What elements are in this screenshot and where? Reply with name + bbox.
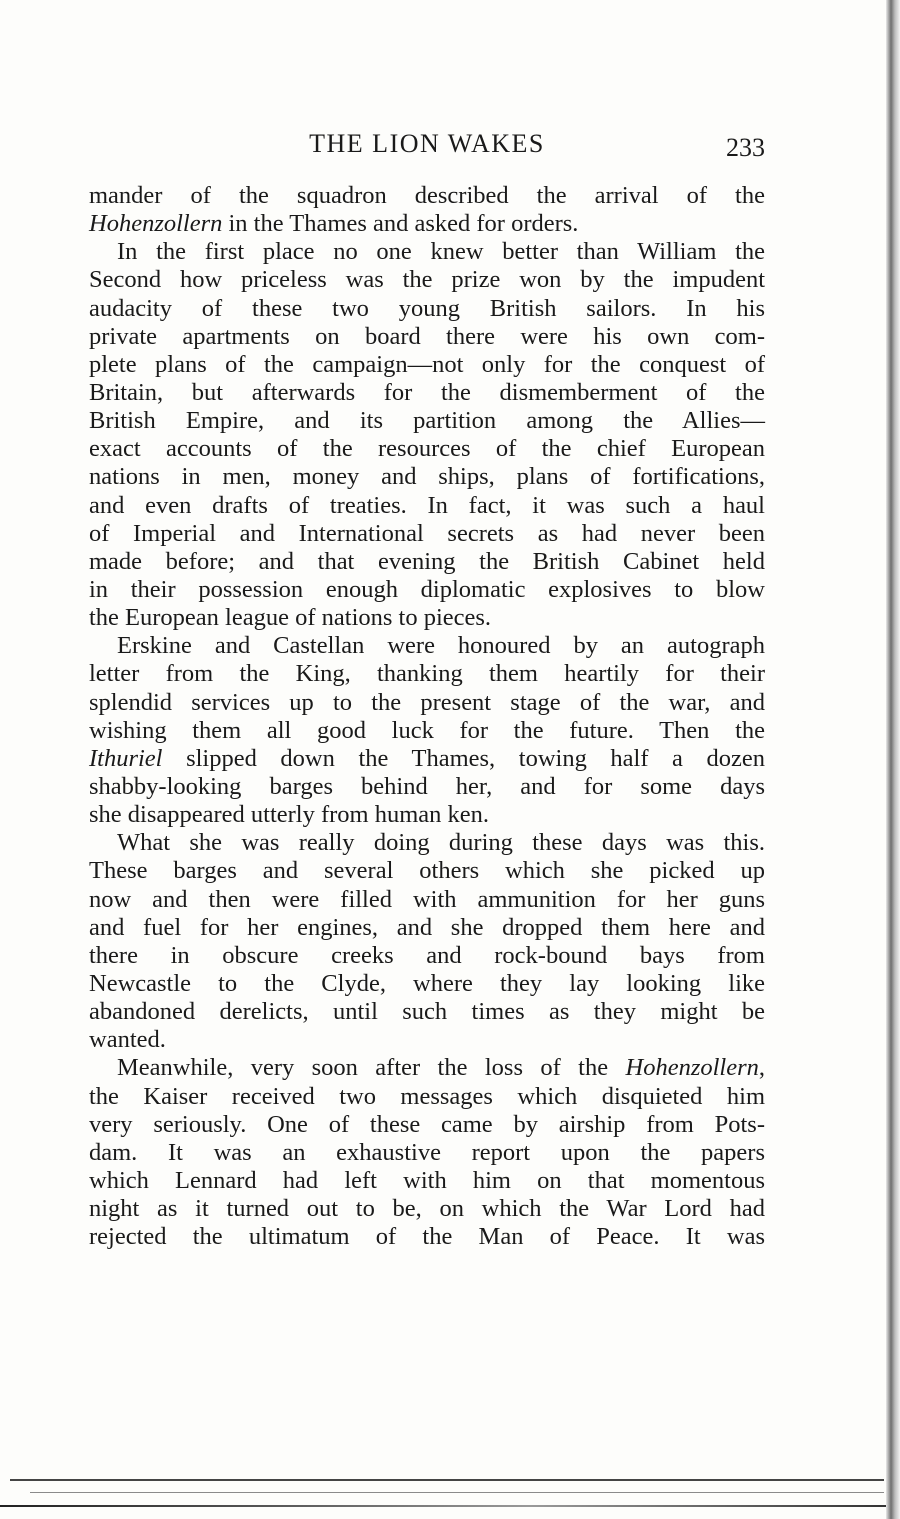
text-line: exact accounts of the resources of the chief European xyxy=(89,435,765,463)
text-line: now and then were filled with ammunition for her guns xyxy=(89,885,765,913)
text-line: Meanwhile, very soon after the loss of the Hohenzollern, xyxy=(117,1054,765,1082)
text-line: Erskine and Castellan were honoured by an autograph xyxy=(117,632,765,660)
text-line: very seriously. One of these came by airship from Pots- xyxy=(89,1110,765,1138)
scan-edge-line xyxy=(0,1505,886,1507)
text-line: Ithuriel slipped down the Thames, towing half a dozen xyxy=(89,744,765,772)
text-line: the Kaiser received two messages which disquieted him xyxy=(89,1082,765,1110)
text-line: nations in men, money and ships, plans of fortifications, xyxy=(89,463,765,491)
text-line: which Lennard had left with him on that momentous xyxy=(89,1166,765,1194)
text-line: What she was really doing during these days was this. xyxy=(117,829,765,857)
body-text xyxy=(89,182,765,1251)
text-line: dam. It was an exhaustive report upon the papers xyxy=(89,1138,765,1166)
scan-edge-line xyxy=(10,1479,884,1481)
running-title: THE LION WAKES xyxy=(309,129,545,158)
text-line: Newcastle to the Clyde, where they lay looking like xyxy=(89,969,765,997)
page-number: 233 xyxy=(726,133,765,162)
text-line: there in obscure creeks and rock-bound bays from xyxy=(89,941,765,969)
text-line: audacity of these two young British sailors. In his xyxy=(89,294,765,322)
text-line: splendid services up to the present stage of the war, and xyxy=(89,688,765,716)
text-line: Hohenzollern in the Thames and asked for orders. xyxy=(89,210,579,238)
text-line: wishing them all good luck for the future. Then the xyxy=(89,716,765,744)
text-line: British Empire, and its partition among the Allies— xyxy=(89,407,765,435)
text-line: letter from the King, thanking them heartily for their xyxy=(89,660,765,688)
text-line: Britain, but afterwards for the dismemberment of the xyxy=(89,378,765,406)
text-line: the European league of nations to pieces. xyxy=(89,604,492,632)
text-line: of Imperial and International secrets as had never been xyxy=(89,519,765,547)
page-edge-shadow xyxy=(886,0,900,1519)
text-line: she disappeared utterly from human ken. xyxy=(89,801,490,829)
text-line: Second how priceless was the prize won by the impudent xyxy=(89,266,765,294)
page-header xyxy=(89,128,765,162)
text-line: shabby-looking barges behind her, and for some days xyxy=(89,772,765,800)
text-line: night as it turned out to be, on which the War Lord had xyxy=(89,1195,765,1223)
text-line: mander of the squadron described the arrival of the xyxy=(89,182,765,209)
scan-edge-line xyxy=(30,1492,884,1493)
text-line: wanted. xyxy=(89,1026,166,1054)
text-line: in their possession enough diplomatic explosives to blow xyxy=(89,575,765,603)
text-line: and even drafts of treaties. In fact, it was such a haul xyxy=(89,491,765,519)
text-line: abandoned derelicts, until such times as they might be xyxy=(89,998,765,1026)
text-line: made before; and that evening the British Cabinet held xyxy=(89,547,765,575)
text-line: private apartments on board there were his own com- xyxy=(89,322,765,350)
text-line: and fuel for her engines, and she dropped them here and xyxy=(89,913,765,941)
text-line: In the first place no one knew better than William the xyxy=(117,238,765,266)
text-line: rejected the ultimatum of the Man of Peace. It was xyxy=(89,1223,765,1251)
text-line: plete plans of the campaign—not only for the conquest of xyxy=(89,350,765,378)
text-line: These barges and several others which she picked up xyxy=(89,857,765,885)
